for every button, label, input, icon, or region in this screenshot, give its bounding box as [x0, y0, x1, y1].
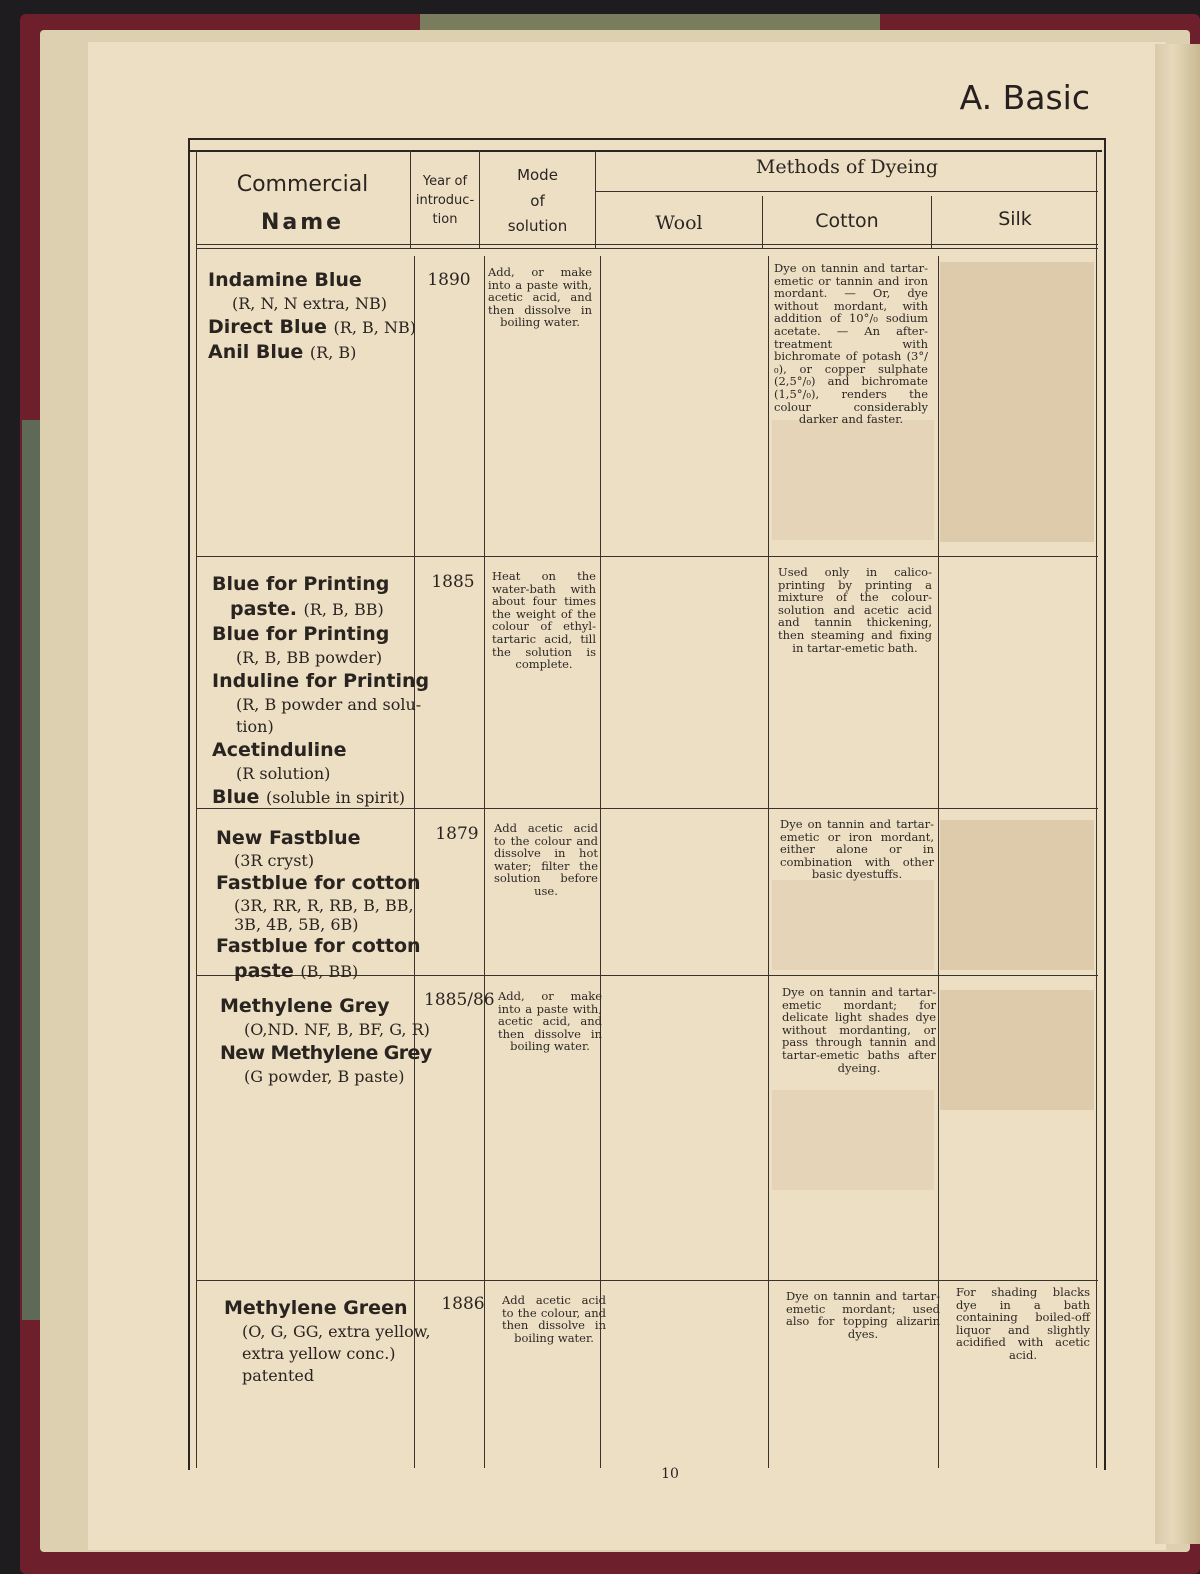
row4-mode: Add, or make into a paste with, acetic acid, and then dissolve in boiling water.: [498, 989, 602, 1054]
name-variants: 3B, 4B, 5B, 6B): [234, 915, 359, 934]
name-main: New Fastblue: [216, 827, 361, 849]
col-rule-silk-head: [931, 196, 932, 248]
row3-mode: Add acetic acid to the colour and dissolve in hot water; filter the solution before use.: [494, 821, 598, 898]
name-main: Blue (soluble in spirit): [212, 786, 405, 808]
silk-sample-stain-4: [940, 990, 1094, 1110]
name-main: Blue for Printing: [212, 573, 390, 595]
name-variants: (3R cryst): [234, 851, 315, 870]
name-main: Fastblue for cotton: [216, 872, 421, 894]
name-variants: (G powder, B paste): [244, 1067, 405, 1086]
col-rule-wool: [768, 256, 769, 1468]
header-year-1: Year of: [422, 174, 468, 189]
col-rule-year: [484, 256, 485, 1468]
page-number: 10: [661, 1466, 679, 1482]
name-variants: (R, B powder and solu-: [236, 695, 422, 714]
table-top-inner-rule: [188, 150, 1102, 152]
name-main: Indamine Blue: [208, 269, 362, 291]
row4-names: [220, 994, 432, 1088]
name-variants: (R solution): [236, 764, 331, 783]
name-main: Acetinduline: [212, 739, 347, 761]
header-commercial: Commercial: [236, 172, 369, 197]
silk-sample-stain-1: [940, 262, 1094, 542]
row-rule-4: [196, 1280, 1098, 1281]
header-rule-1: [196, 244, 1098, 245]
name-variants: patented: [242, 1366, 315, 1385]
name-variants: (3R, RR, R, RB, B, BB,: [234, 896, 414, 915]
col-rule-left-inner: [196, 150, 197, 1468]
col-rule-cotton-head: [762, 196, 763, 248]
row5-year: 1886: [441, 1294, 485, 1314]
row2-cotton: Used only in calico-printing by printing a mixture of the colour-solution and acetic acid and tannin thickening, then steaming and fixing in tartar-emetic bath.: [778, 565, 932, 655]
header-year-3: tion: [432, 212, 458, 227]
row3-year: 1879: [435, 824, 479, 844]
cotton-sample-stain-1: [772, 420, 934, 540]
name-main: Fastblue for cotton: [216, 935, 421, 957]
name-variants: tion): [236, 717, 274, 736]
row5-names: [224, 1296, 430, 1387]
header-rule-2: [196, 248, 1098, 249]
row2-mode: Heat on the water-bath with about four times the weight of the colour of ethyl-tartaric acid, till the solution is complete.: [492, 569, 596, 672]
header-mode-1: Mode: [517, 166, 558, 184]
row4-cotton: Dye on tannin and tartar-emetic mordant; for delicate light shades dye without mordanting, or pass through tannin and tartar-emetic baths after dyeing.: [782, 985, 936, 1075]
row5-mode: Add acetic acid to the colour, and then dissolve in boiling water.: [502, 1293, 606, 1345]
col-rule-mode-head: [479, 150, 480, 248]
header-wool: Wool: [655, 212, 703, 234]
name-main: paste. (R, B, BB): [230, 598, 384, 620]
row2-year: 1885: [431, 572, 475, 592]
header-year-2: introduc-: [415, 193, 475, 208]
name-main: Direct Blue (R, B, NB): [208, 316, 416, 338]
row2-names: [212, 572, 430, 810]
running-head: A. Basic: [959, 78, 1090, 117]
header-mode-2: of: [530, 192, 545, 210]
col-rule-mode: [600, 256, 601, 1468]
header-name: Name: [260, 210, 345, 235]
methods-rule: [596, 191, 1098, 192]
row1-names: [208, 268, 416, 365]
name-main: Methylene Grey: [220, 995, 390, 1017]
cotton-sample-stain-4: [772, 1090, 934, 1190]
row3-cotton: Dye on tannin and tartar-emetic or iron mordant, either alone or in combination with other basic dyestuffs.: [780, 817, 934, 882]
col-rule-right-inner: [1096, 150, 1097, 1468]
cotton-sample-stain-3: [772, 880, 934, 970]
name-main: Anil Blue (R, B): [208, 341, 357, 363]
header-methods: Methods of Dyeing: [755, 156, 939, 178]
row1-cotton: Dye on tannin and tartar-emetic or tannin and iron mordant. — Or, dye without mordant, with addition of 10°/₀ sodium acetate. — An after-treatment with bichromate of potash (3°/₀), or copper sulphate (2,5°/₀) and bichromate (1,5°/₀), renders the colour considerably darker and faster.: [774, 261, 928, 427]
name-main: Methylene Green: [224, 1297, 408, 1319]
row3-names: [216, 826, 420, 984]
col-rule-cotton: [938, 256, 939, 1468]
name-variants: (R, B, BB powder): [236, 648, 383, 667]
name-main: Blue for Printing: [212, 623, 390, 645]
name-main: Induline for Printing: [212, 670, 430, 692]
name-variants: (R, N, N extra, NB): [232, 294, 387, 313]
row4-year: 1885/86: [424, 990, 495, 1010]
col-rule-methods-head: [595, 150, 596, 248]
name-main: paste (B, BB): [234, 960, 359, 982]
row5-silk: For shading blacks dye in a bath containing boiled-off liquor and slightly acidified with acetic acid.: [956, 1285, 1090, 1362]
facing-page-edge: [1155, 44, 1200, 1544]
header-mode-3: solution: [507, 217, 568, 235]
row1-mode: Add, or make into a paste with, acetic acid, and then dissolve in boiling water.: [488, 265, 592, 330]
name-variants: extra yellow conc.): [242, 1344, 396, 1363]
name-variants: (O,ND. NF, B, BF, G, R): [244, 1020, 430, 1039]
name-variants: (O, G, GG, extra yellow,: [242, 1322, 431, 1341]
row5-cotton: Dye on tannin and tartar-emetic mordant; used also for topping alizarin dyes.: [786, 1289, 940, 1341]
header-silk: Silk: [998, 208, 1032, 230]
row1-year: 1890: [427, 270, 471, 290]
silk-sample-stain-3: [940, 820, 1094, 970]
row-rule-1: [196, 556, 1098, 557]
col-rule-year-head: [410, 150, 411, 248]
name-main: New Methylene Grey: [220, 1042, 432, 1064]
header-cotton: Cotton: [815, 210, 879, 232]
